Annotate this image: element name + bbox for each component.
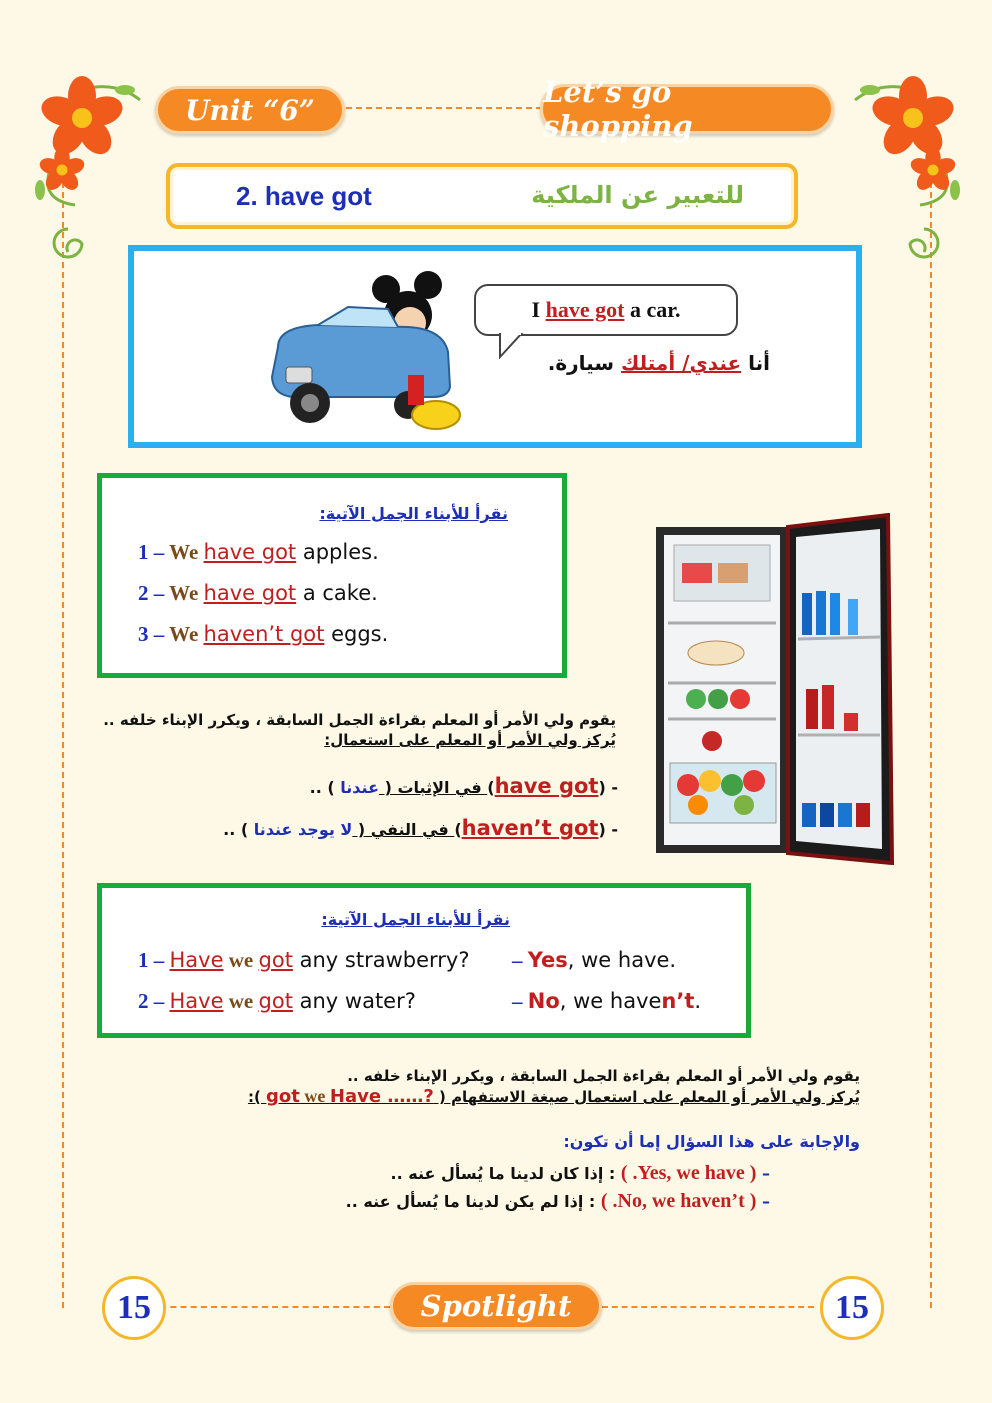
box2-heading: نقرأ للأبناء الجمل الآتية: (321, 910, 510, 929)
instructions-1-item-2: - (haven’t got) في النفي ( لا يوجد عندنا ) .. (223, 816, 618, 840)
answer-option-1: – ( Yes, we have. ) : إذا كان لدينا ما يُسأل عنه .. (390, 1162, 770, 1184)
swirl-right-icon (904, 224, 944, 264)
answer-heading: والإجابة على هذا السؤال إما أن تكون: (563, 1132, 860, 1151)
fridge-illustration-icon (652, 513, 898, 865)
instructions-1 (76, 710, 616, 750)
sentences-box-1 (97, 473, 567, 678)
instructions-2 (160, 1066, 860, 1107)
box1-line-1: 1 – We have got apples. (138, 540, 379, 564)
example-arabic-sentence (548, 351, 770, 375)
box2-question-1: 1 – Have we got any strawberry? (138, 948, 470, 972)
flower-corner-right-icon (845, 60, 975, 210)
instructions-1-item-1: - (have got) في الإثبات ( عندنا ) .. (309, 774, 618, 798)
unit-label: Unit “6” (185, 93, 315, 127)
arabic-before: أنا (741, 351, 770, 375)
lesson-title-arabic: للتعبير عن الملكية (531, 181, 744, 209)
footer-divider-right (602, 1306, 814, 1308)
speech-bubble (474, 284, 738, 336)
box2-question-2: 2 – Have we got any water? (138, 989, 416, 1013)
arabic-highlight: عندي/ أمتلك (620, 351, 742, 375)
speech-highlight: have got (545, 297, 625, 322)
lesson-title-english: 2. have got (236, 181, 372, 211)
topic-pill (540, 75, 834, 143)
box2-answer-1: – Yes, we have. (512, 948, 677, 972)
box1-line-2: 2 – We have got a cake. (138, 581, 378, 605)
box2-answer-2: – No, we haven’t. (512, 989, 702, 1013)
mickey-car-illustration-icon (258, 267, 468, 435)
instructions-1-line-2: يُركز ولي الأمر أو المعلم على استعمال: (324, 731, 616, 749)
arabic-after: سيارة. (547, 351, 621, 375)
spotlight-pill (390, 1282, 602, 1330)
header-divider (346, 107, 542, 109)
box1-line-3: 3 – We haven’t got eggs. (138, 622, 389, 646)
flower-corner-left-icon (20, 60, 150, 210)
unit-pill (155, 86, 345, 134)
instructions-2-line-1: يقوم ولي الأمر أو المعلم بقراءة الجمل السابقة ، ويكرر الإبناء خلفه .. (347, 1067, 860, 1085)
lesson-title-box (166, 163, 798, 229)
swirl-left-icon (48, 224, 88, 264)
instructions-2-line-2: يُركز ولي الأمر أو المعلم على استعمال صيغة الاستفهام ( ?…… got we Have ): (247, 1086, 860, 1107)
speech-bubble-tail-icon (496, 333, 526, 359)
page-number-left: 15 (102, 1276, 166, 1340)
page-number-right: 15 (820, 1276, 884, 1340)
instructions-1-line-1: يقوم ولي الأمر أو المعلم بقراءة الجمل السابقة ، ويكرر الإبناء خلفه .. (103, 711, 616, 729)
sentences-box-2 (97, 883, 751, 1038)
speech-text-after: a car. (624, 297, 681, 322)
book-label: Spotlight (420, 1289, 572, 1323)
topic-label: Let’s go shopping (543, 75, 693, 143)
box1-heading: نقرأ للأبناء الجمل الآتية: (319, 504, 508, 523)
example-box (128, 245, 862, 448)
answer-option-2: – ( No, we haven’t. ) : إذا لم يكن لدينا ما يُسأل عنه .. (345, 1190, 770, 1212)
speech-text-before: I (531, 297, 546, 322)
footer-divider-left (150, 1306, 390, 1308)
